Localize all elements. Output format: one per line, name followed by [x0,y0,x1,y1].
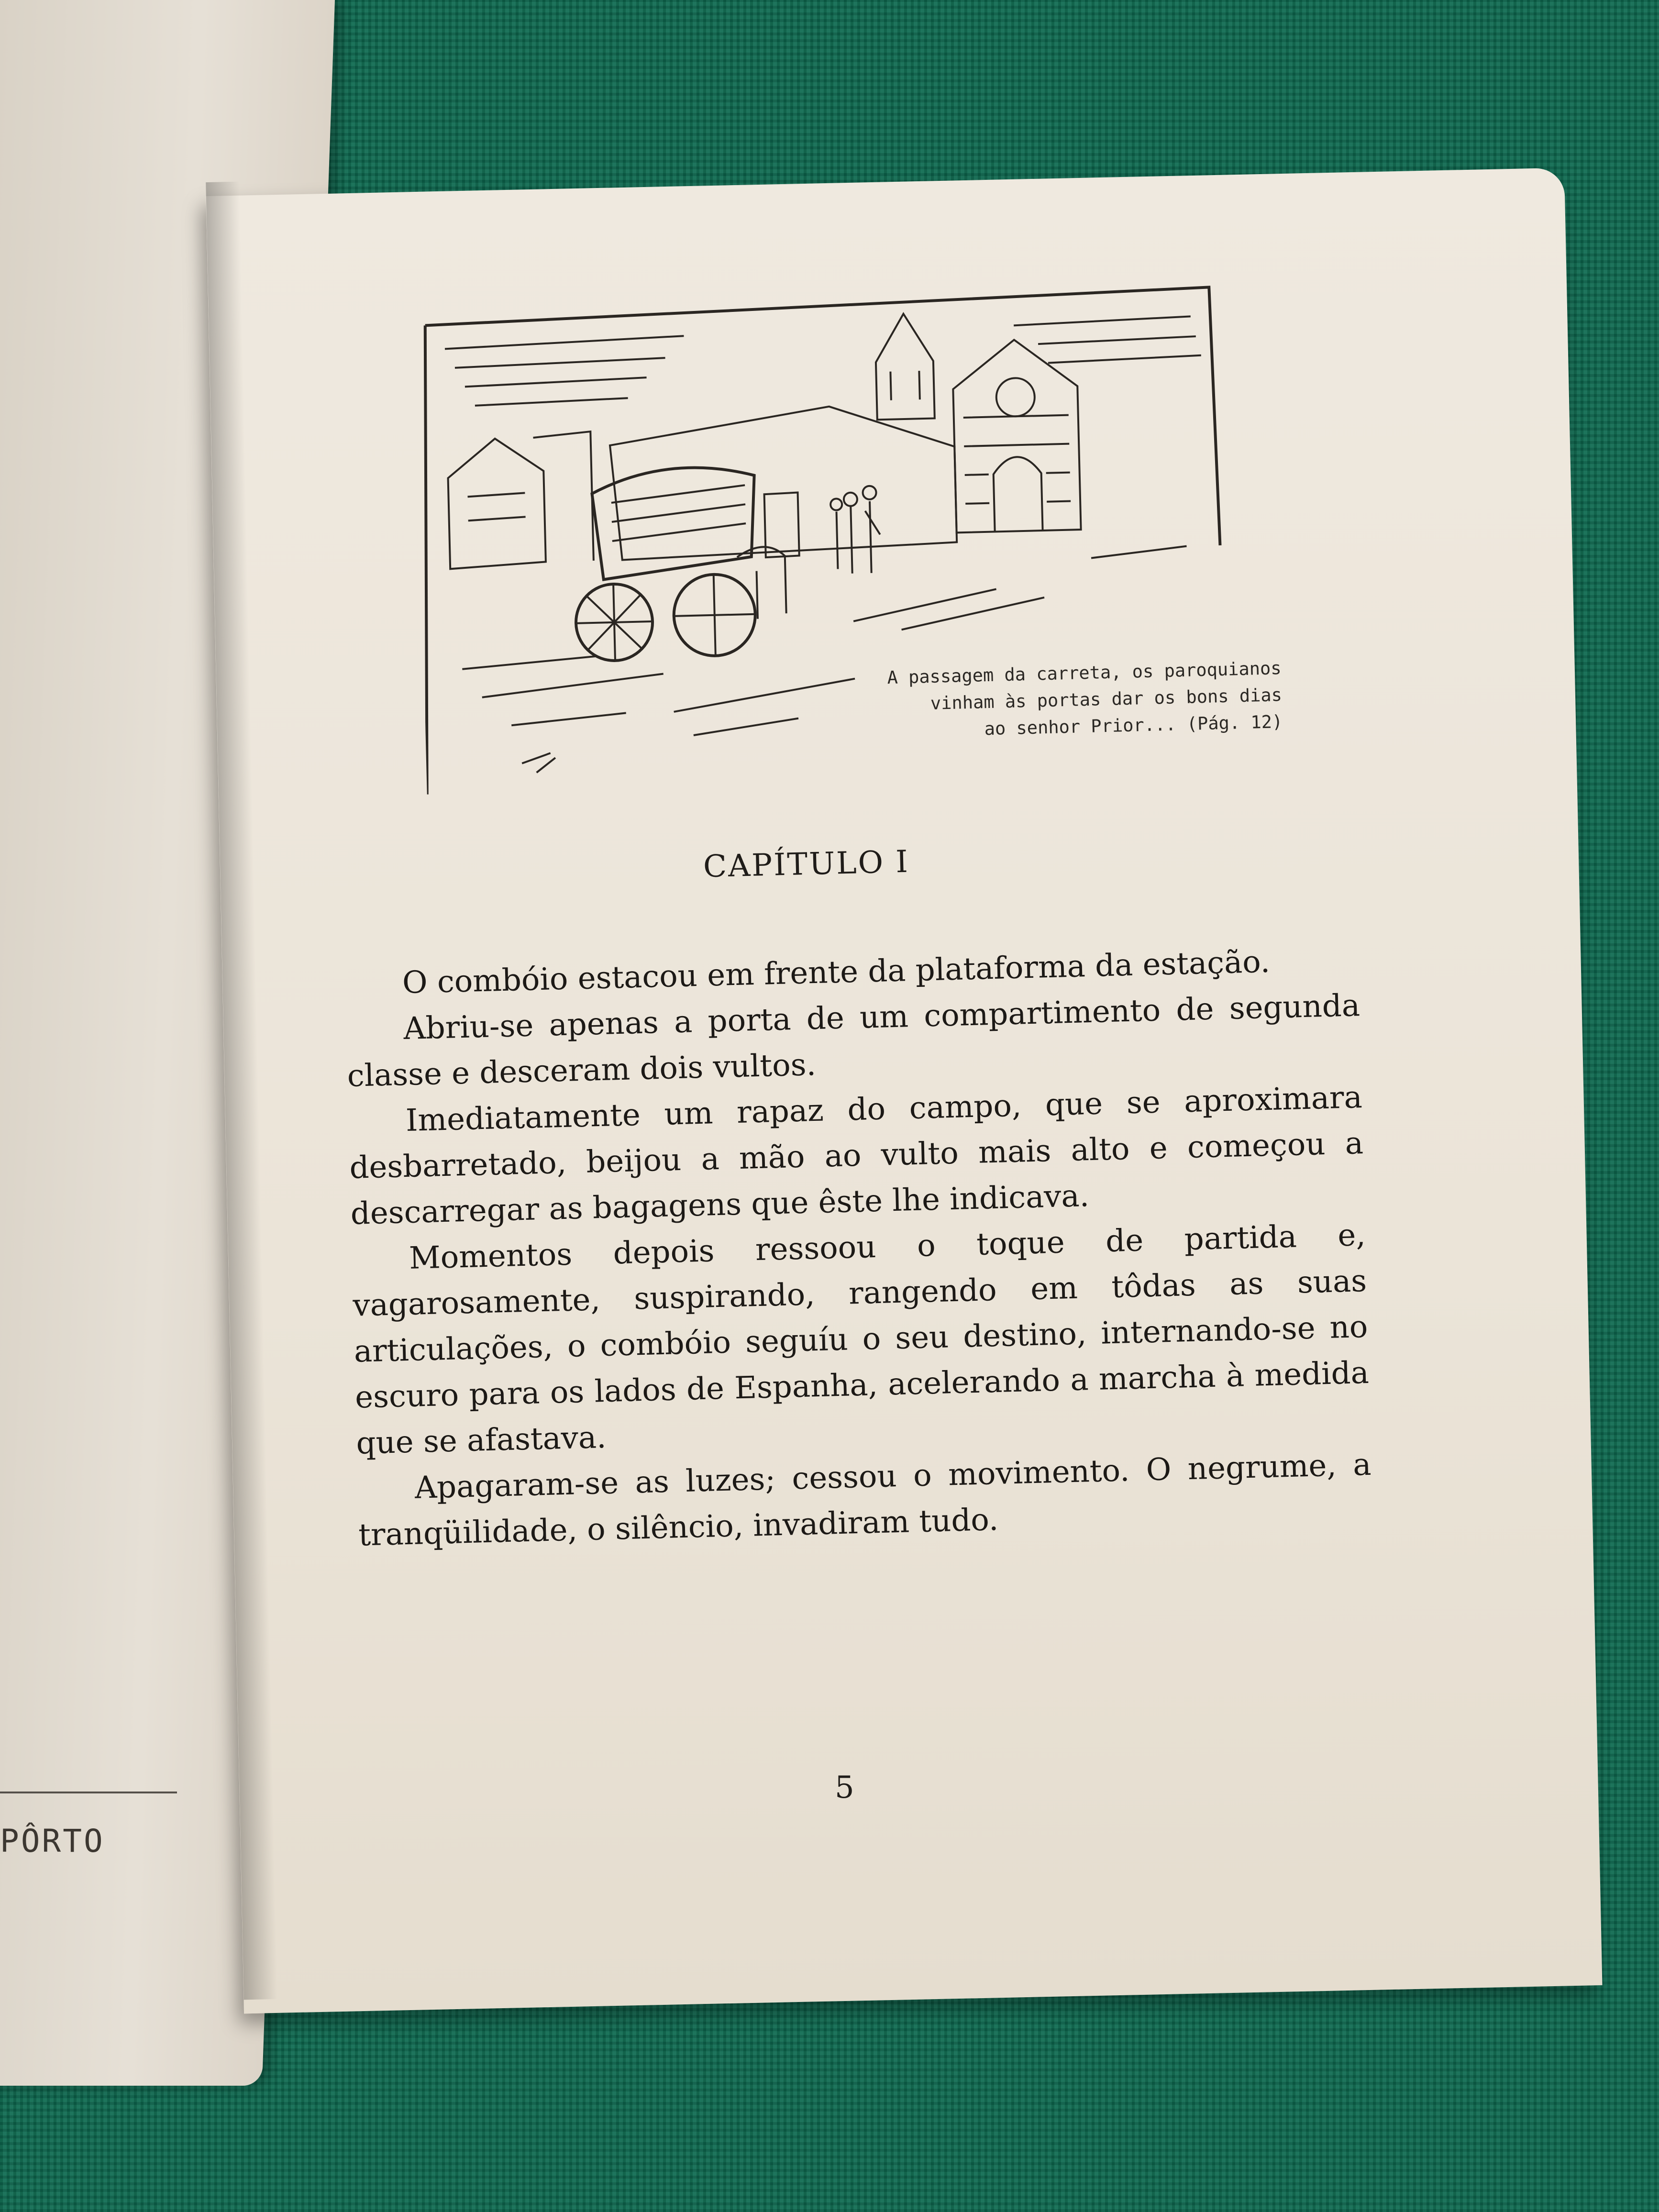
page-number: 5 [835,1770,854,1805]
caption-line: vinham às portas dar os bons dias [930,685,1283,714]
paragraph: Apagaram-se as luzes; cessou o movimento. O negrume, a tranqüilidade, o silêncio, invadiram tudo. [358,1447,1372,1553]
caption-line: ao senhor Prior... (Pág. 12) [984,711,1283,740]
illustration-caption [851,655,1283,746]
paragraph: Momentos depois ressoou o toque de partida e, vagarosamente, suspirando, rangendo em tôdas as suas articulações, o combóio seguíu o seu destino, internando-se no escuro para os lados de Espanha, acelerando a marcha à medida que se afastava. [352,1217,1370,1461]
left-footer-text: PÔRTO [0,1823,105,1859]
caption-line: A passagem da carreta, os paroquianos [886,658,1282,688]
paragraph: Abriu-se apenas a porta de um compartimento de segunda classe e desceram dois vultos. [346,988,1360,1094]
paragraph: Imediatamente um rapaz do campo, que se aproximara desbarretado, beijou a mão ao vulto mais alto e começou a descarregar as bagagens que êste lhe indicava. [349,1080,1364,1232]
chapter-body [344,937,1373,1558]
chapter-title: CAPÍTULO I [703,844,910,885]
left-footer-rule [0,1792,177,1793]
paragraph: O combóio estacou em frente da plataforma da estação. [402,944,1271,1001]
